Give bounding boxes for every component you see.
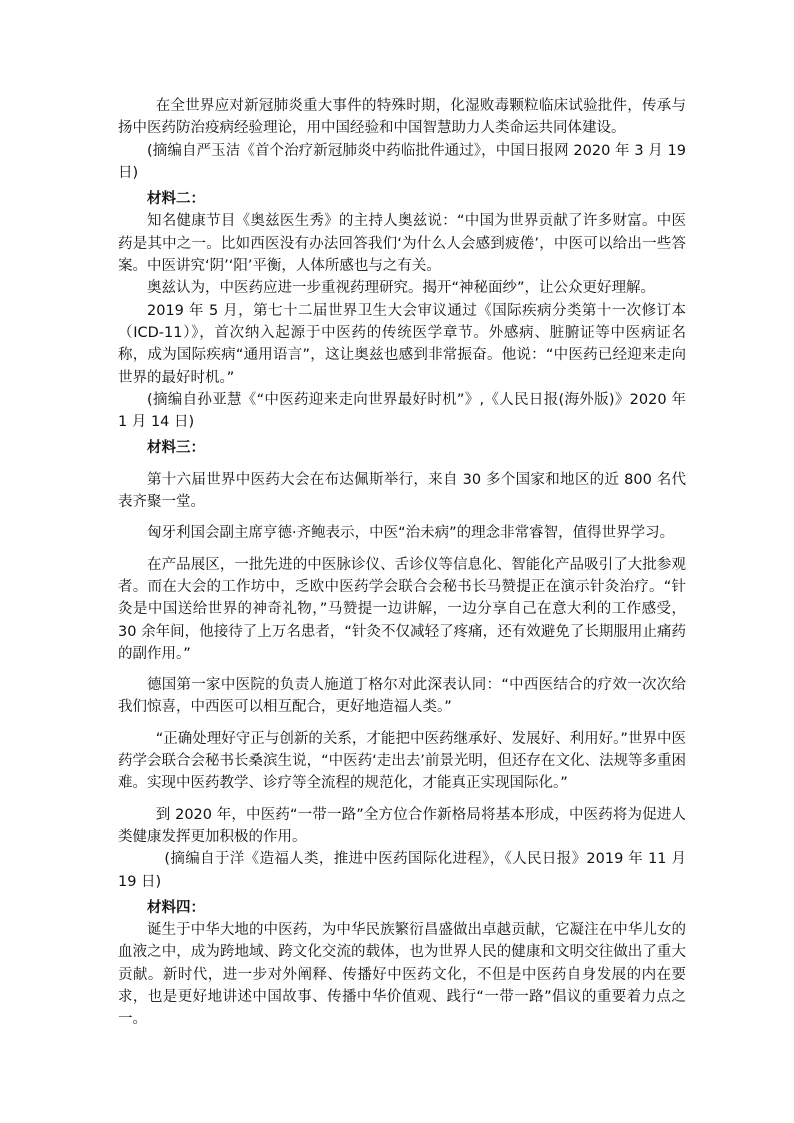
material3-source: (摘编自于洋《造福人类，推进中医药国际化进程》，《人民日报》2019 年 11 月 19 日)	[118, 851, 686, 890]
document-page	[118, 95, 686, 1031]
material3-paragraph-3: 在产品展区，一批先进的中医脉诊仪、舌诊仪等信息化、智能化产品吸引了大批参观者。而在大会的工作坊中，乏欧中医药学会联合会秘书长马赞提正在演示针灸治疗。“针灸是中国送给世界的神奇礼物，”马赞提一边讲解，一边分享自己在意大利的工作感受，30 余年间，他接待了上万名患者，“针灸不仅减轻了疼痛，还有效避免了长期服用止痛药的副作用。”	[118, 556, 686, 662]
material2-heading: 材料二：	[147, 191, 205, 208]
material3-paragraph-5: “正确处理好守正与创新的关系，才能把中医药继承好、发展好、利用好。”世界中医药学会联合会秘书长桑滨生说，“中医药‘走出去’前景光明，但还存在文化、法规等多重困难。实现中医药教学、诊疗等全流程的规范化，才能真正实现国际化。”	[118, 730, 686, 792]
material4-paragraph-1: 诞生于中华大地的中医药，为中华民族繁衍昌盛做出卓越贡献，它凝注在中华儿女的血液之中，成为跨地域、跨文化交流的载体，也为世界人民的健康和文明交往做出了重大贡献。新时代，进一步对外阐释、传播好中医药文化，不但是中医药自身发展的内在要求，也是更好地讲述中国故事、传播中华价值观、践行“一带一路”倡议的重要着力点之一。	[118, 922, 686, 1028]
material3-paragraph-1: 第十六届世界中医药大会在布达佩斯举行，来自 30 多个国家和地区的近 800 名代表齐聚一堂。	[118, 471, 686, 511]
material3-paragraph-2: 匈牙利国会副主席亨德·齐鲍表示，中医“治未病”的理念非常睿智，值得世界学习。	[147, 525, 675, 542]
material3-paragraph-6: 到 2020 年，中医药“一带一路”全方位合作新格局将基本形成，中医药将为促进人类健康发挥更加积极的作用。	[118, 806, 686, 845]
material1-paragraph: 在全世界应对新冠肺炎重大事件的特殊时期，化湿败毒颗粒临床试验批件，传承与扬中医药防治疫病经验理论，用中国经验和中国智慧助力人类命运共同体建设。	[118, 98, 686, 137]
material2-paragraph-1: 知名健康节目《奥兹医生秀》的主持人奥兹说：“中国为世界贡献了许多财富。中医药是其中之一。比如西医没有办法回答我们‘为什么人会感到疲倦’，中医可以给出一些答案。中医讲究‘阴’‘阳’平衡，人体所感也与之有关。	[118, 213, 686, 275]
material3-paragraph-4: 德国第一家中医院的负责人施道丁格尔对此深表认同：“中西医结合的疗效一次次给我们惊喜，中西医可以相互配合，更好地造福人类。”	[118, 677, 686, 716]
material2-paragraph-3: 2019 年 5 月，第七十二届世界卫生大会审议通过《国际疾病分类第十一次修订本（ICD-11）》，首次纳入起源于中医药的传统医学章节。外感病、脏腑证等中医病证名称，成为国际疾病“通用语言”，这让奥兹也感到非常振奋。他说：“中医药已经迎来走向世界的最好时机。”	[118, 302, 686, 386]
material3-heading: 材料三：	[147, 440, 205, 457]
material4-heading: 材料四：	[147, 899, 205, 916]
material2-paragraph-2: 奥兹认为，中医药应进一步重视药理研究。揭开“神秘面纱”，让公众更好理解。	[147, 280, 656, 297]
material2-source: (摘编自孙亚慧《“中医药迎来走向世界最好时机”》,《人民日报(海外版)》2020 年 1 月 14 日)	[118, 391, 686, 431]
material1-source: (摘编自严玉洁《首个治疗新冠肺炎中药临批件通过》，中国日报网 2020 年 3 月 19 日)	[118, 142, 686, 181]
